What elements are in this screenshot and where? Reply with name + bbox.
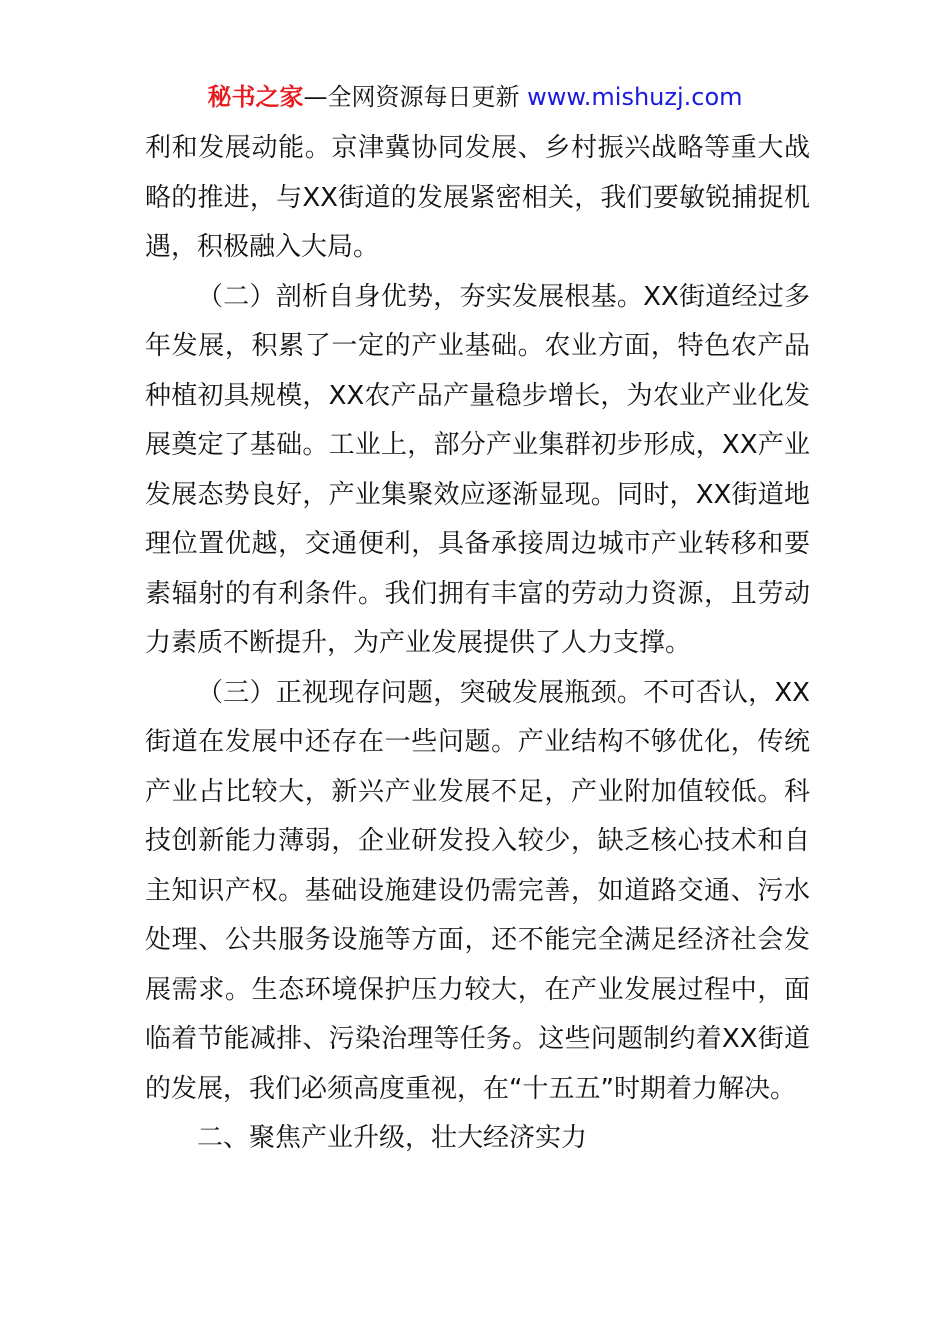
paragraph-continuation: 利和发展动能。京津冀协同发展、乡村振兴战略等重大战略的推进，与XX街道的发展紧密相关，我们要敏锐捕捉机遇，积极融入大局。 bbox=[145, 133, 810, 262]
paragraph-problems: （三）正视现存问题，突破发展瓶颈。不可否认，XX街道在发展中还存在一些问题。产业结构不够优化，传统产业占比较大，新兴产业发展不足，产业附加值较低。科技创新能力薄弱，企业研发投入较少，缺乏核心技术和自主知识产权。基础设施建设仍需完善，如道路交通、污水处理、公共服务设施等方面，还不能完全满足经济社会发展需求。生态环境保护压力较大，在产业发展过程中，面临着节能减排、污染治理等任务。这些问题制约着XX街道的发展，我们必须高度重视，在“十五五”时期着力解决。 bbox=[145, 677, 810, 1104]
site-header bbox=[0, 80, 950, 114]
site-url-link[interactable]: www.mishuzj.com bbox=[527, 83, 743, 111]
document-body bbox=[145, 124, 810, 1164]
paragraph-advantages: （二）剖析自身优势，夯实发展根基。XX街道经过多年发展，积累了一定的产业基础。农业方面，特色农产品种植初具规模，XX农产品产量稳步增长，为农业产业化发展奠定了基础。工业上，部分产业集群初步形成，XX产业发展态势良好，产业集聚效应逐渐显现。同时，XX街道地理位置优越，交通便利，具备承接周边城市产业转移和要素辐射的有利条件。我们拥有丰富的劳动力资源，且劳动力素质不断提升，为产业发展提供了人力支撑。 bbox=[145, 281, 810, 658]
section-heading: 二、聚焦产业升级，壮大经济实力 bbox=[197, 1123, 588, 1153]
site-tagline: —全网资源每日更新 bbox=[303, 83, 528, 111]
site-brand: 秘书之家 bbox=[207, 83, 304, 111]
